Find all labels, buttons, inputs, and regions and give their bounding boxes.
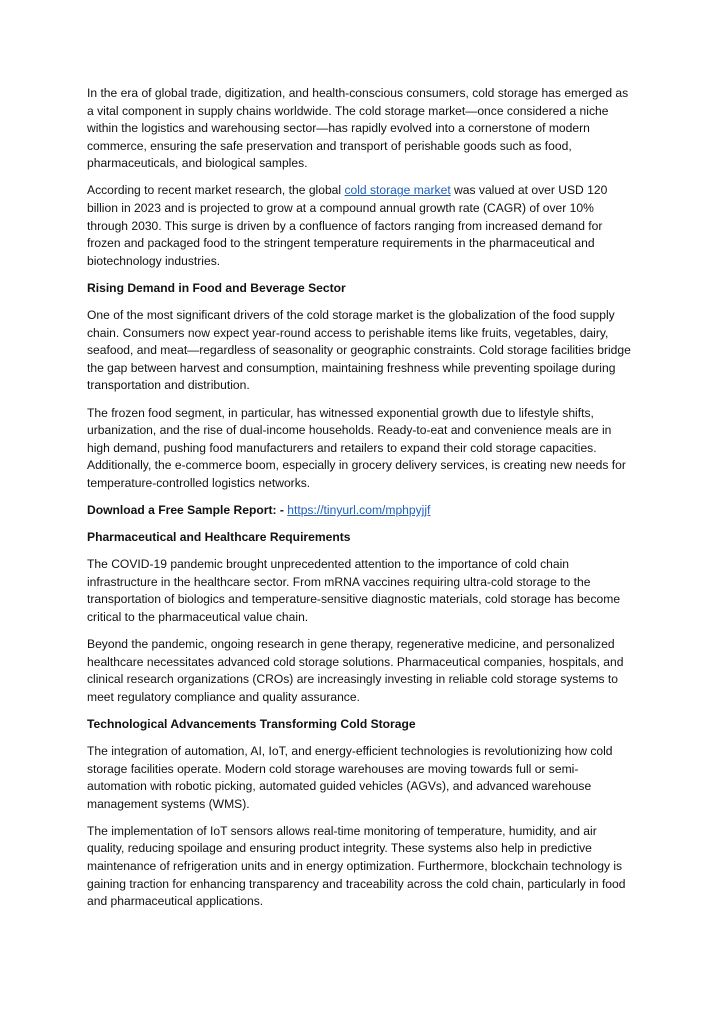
pharma-section-heading: Pharmaceutical and Healthcare Requirements <box>87 530 351 545</box>
food-section-heading: Rising Demand in Food and Beverage Sector <box>87 280 346 295</box>
sample-report-link[interactable]: https://tinyurl.com/mphpyjjf <box>287 502 431 517</box>
document-body <box>87 85 635 920</box>
cold-storage-market-link[interactable]: cold storage market <box>344 183 451 198</box>
food-paragraph-2: The frozen food segment, in particular, has witnessed exponential growth due to lifestyle shifts, urbanization, and the rise of dual-income households. Ready-to-eat and convenience meals are in high demand, pushing food manufacturers and retailers to expand their cold storage capacities. Additionally, the e-commerce boom, especially in grocery delivery services, is creating new needs for temperature-controlled logistics networks. <box>87 405 626 490</box>
download-sample-line <box>87 502 635 520</box>
download-sample-label: Download a Free Sample Report: - <box>87 502 288 517</box>
intro-paragraph-2-rest: was valued at over USD 120 billion in 2023 and is projected to grow at a compound annual growth rate (CAGR) of over 10% through 2030. This surge is driven by a confluence of factors ranging from increased demand for frozen and packaged food to the stringent temperature requirements in the pharmaceutical and biotechnology industries. <box>87 183 608 268</box>
pharma-paragraph-2: Beyond the pandemic, ongoing research in gene therapy, regenerative medicine, and personalized healthcare necessitates advanced cold storage solutions. Pharmaceutical companies, hospitals, and clinical research organizations (CROs) are increasingly investing in reliable cold storage systems to meet regulatory compliance and quality assurance. <box>87 637 624 704</box>
tech-paragraph-1: The integration of automation, AI, IoT, and energy-efficient technologies is revolutionizing how cold storage facilities operate. Modern cold storage warehouses are moving towards full or semi-automation with robotic picking, automated guided vehicles (AGVs), and advanced warehouse management systems (WMS). <box>87 744 613 811</box>
intro-paragraph-2-lead: According to recent market research, the global <box>87 183 345 198</box>
tech-section-heading: Technological Advancements Transforming Cold Storage <box>87 716 416 731</box>
food-paragraph-1: One of the most significant drivers of the cold storage market is the globalization of the food supply chain. Consumers now expect year-round access to perishable items like fruits, vegetables, dairy, seafood, and meat—regardless of seasonality or geographic constraints. Cold storage facilities bridge the gap between harvest and consumption, maintaining freshness while preventing spoilage during transportation and distribution. <box>87 308 631 393</box>
intro-paragraph-2 <box>87 182 635 270</box>
intro-paragraph-1: In the era of global trade, digitization, and health-conscious consumers, cold storage has emerged as a vital component in supply chains worldwide. The cold storage market—once considered a niche within the logistics and warehousing sector—has rapidly evolved into a cornerstone of modern commerce, ensuring the safe preservation and transport of perishable goods such as food, pharmaceuticals, and biological samples. <box>87 86 629 171</box>
tech-paragraph-2: The implementation of IoT sensors allows real-time monitoring of temperature, humidity, and air quality, reducing spoilage and ensuring product integrity. These systems also help in predictive maintenance of refrigeration units and in energy optimization. Furthermore, blockchain technology is gaining traction for enhancing transparency and traceability across the cold chain, particularly in food and pharmaceutical applications. <box>87 823 626 909</box>
pharma-paragraph-1: The COVID-19 pandemic brought unprecedented attention to the importance of cold chain infrastructure in the healthcare sector. From mRNA vaccines requiring ultra-cold storage to the transportation of biologics and temperature-sensitive diagnostic materials, cold storage has become critical to the pharmaceutical value chain. <box>87 557 621 624</box>
